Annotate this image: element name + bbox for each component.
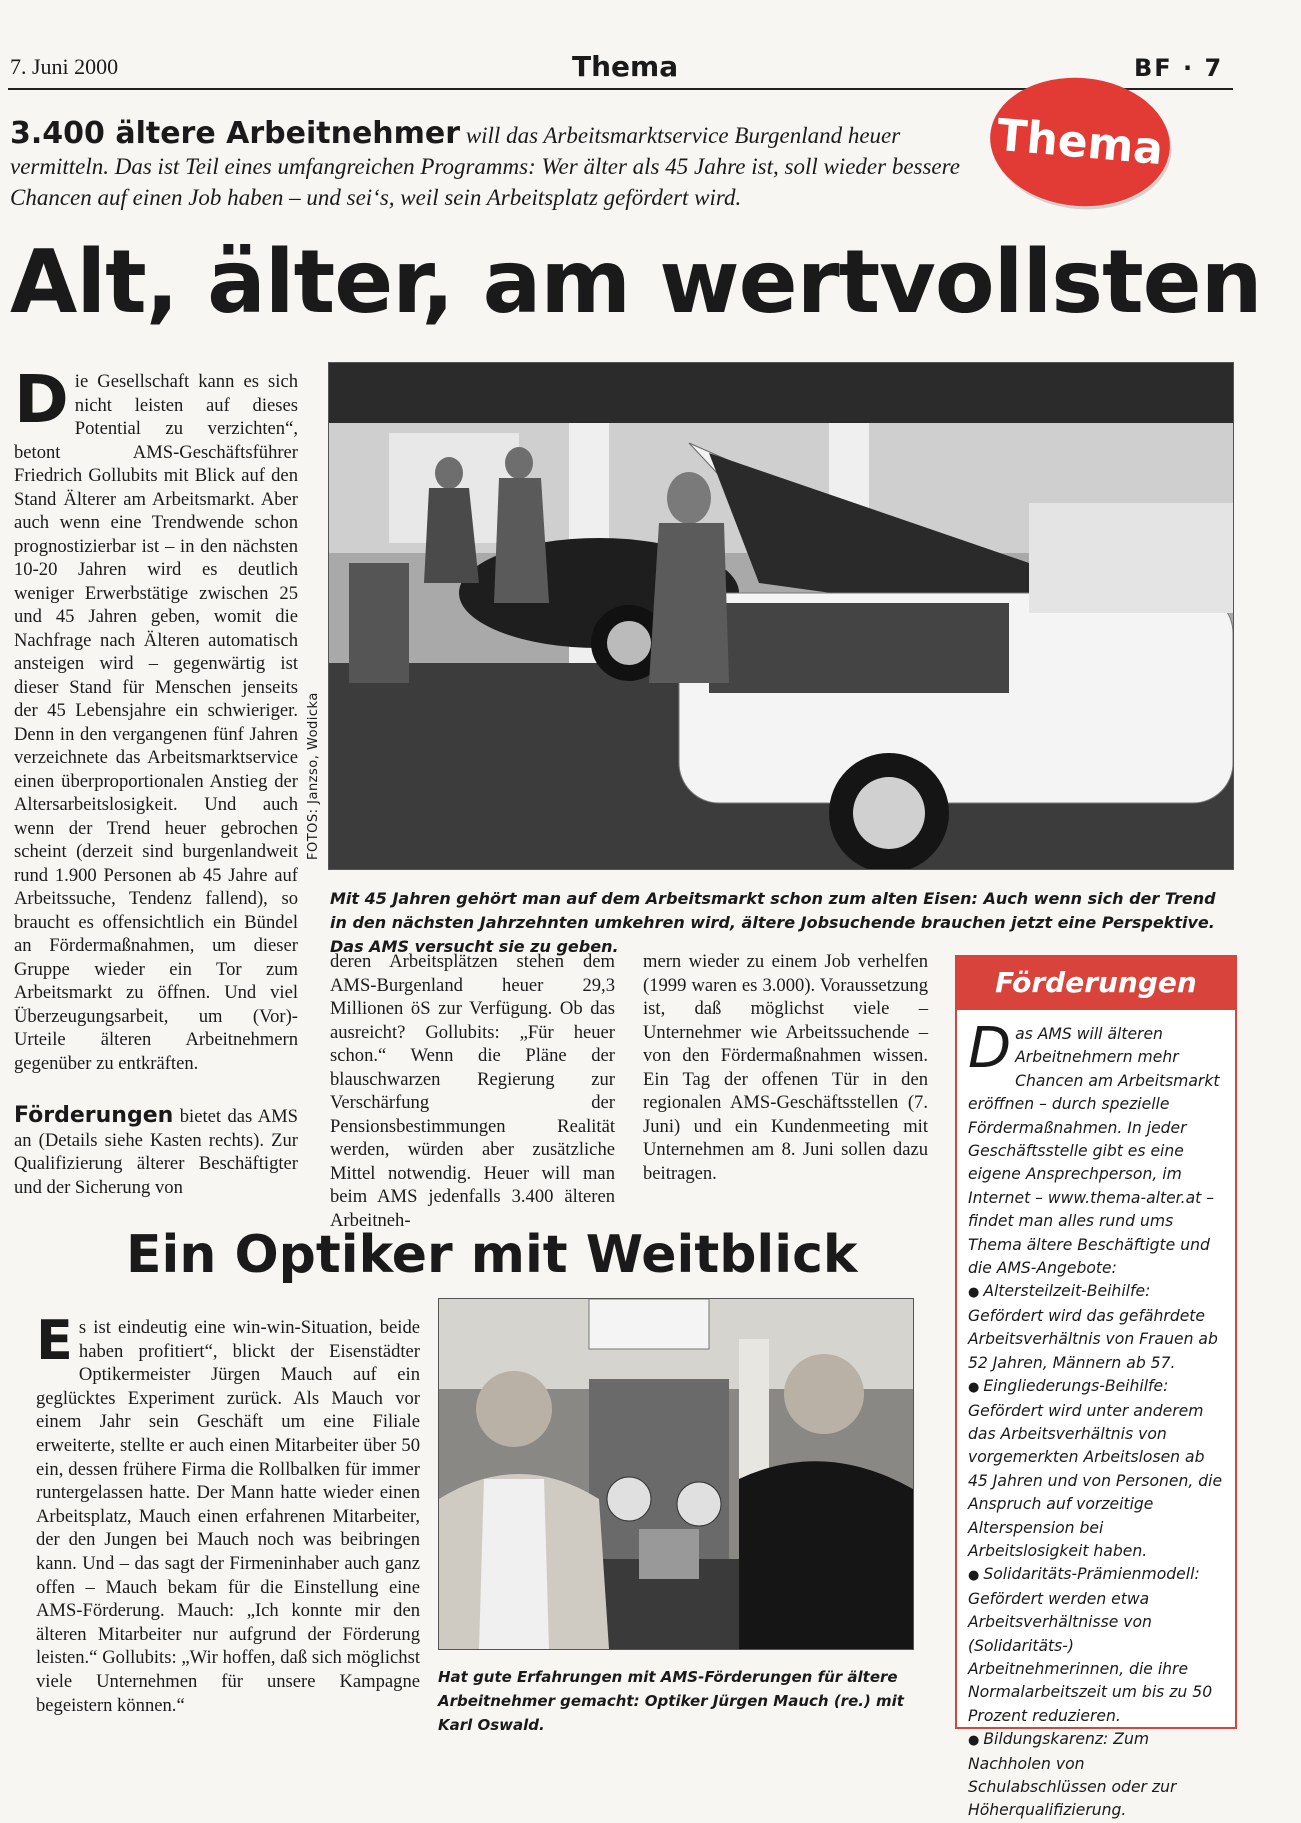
sidebar-list-item bbox=[968, 1563, 1226, 1728]
article-column-3: mern wieder zu einem Job verhelfen (1999 waren es 3.000). Voraussetzung ist, daß möglichst viele – Unternehmer wie Arbeitssuchende – von den Fördermaßnahmen wissen. Ein Tag der offenen Tür in den regionalen AMS-Geschäftsstellen (7. Juni) und ein Kundenmeeting mit Unternehmen am 8. Juni sollen dazu beitragen. bbox=[643, 951, 928, 1184]
dropcap: D bbox=[14, 361, 69, 438]
bullet-icon: ● bbox=[968, 1733, 980, 1749]
optician-photo-illustration bbox=[439, 1299, 913, 1649]
sidebar-title: Förderungen bbox=[955, 955, 1237, 1010]
main-headline: Alt, älter, am wertvollsten bbox=[10, 231, 1262, 333]
sidebar-item-text: Eingliederungs-Beihilfe: Gefördert wird unter anderem das Arbeitsverhältnis von vorgemerkten Arbeitslosen ab 45 Jahren und von Personen, die Anspruch auf vorzeitige Alterspension bei Arbeitslosigkeit haben. bbox=[968, 1377, 1223, 1560]
sidebar-intro bbox=[968, 1016, 1226, 1280]
sidebar-body bbox=[968, 1016, 1226, 1823]
bullet-icon: ● bbox=[968, 1285, 980, 1301]
thema-badge bbox=[985, 70, 1175, 213]
sidebar-item-text: Altersteilzeit-Beihilfe: Gefördert wird das gefährdete Arbeitsverhältnis von Frauen ab 52 Jahren, Männern ab 57. bbox=[968, 1282, 1218, 1372]
article-text-1: ie Gesellschaft kann es sich nicht leisten auf dieses Potential zu verzichten“, betont AMS-Geschäftsführer Friedrich Gollubits mit Blick auf den Stand Älterer am Arbeitsmarkt. Aber auch wenn eine Trendwende schon prognostizierbar ist – in den nächsten 10-20 Jahren wird es deutlich weniger Erwerbstätige zwischen 25 und 45 Jahren geben, womit die Nachfrage nach Älteren automatisch ansteigen wird – gegenwärtig ist dieser Stand für Menschen jenseits der 45 Lebensjahre ein schwieriger. Denn in den vergangenen fünf Jahren verzeichnete das Arbeitsmarktservice einen überproportionalen Anstieg der Altersarbeitslosigkeit. Und auch wenn der Trend heuer gebrochen scheint (derzeit sind burgenlandweit rund 1.900 Personen ab 45 Jahre auf Arbeitssuche, Tendenz fallend), so braucht es offensichtlich ein Bündel an Fördermaßnahmen, um dieser Gruppe wieder ein Tor zum Arbeitsmarkt zu öffnen. Und viel Überzeugungsarbeit, um (Vor)-Urteile älteren Arbeitnehmern gegenüber zu entkräften. bbox=[14, 371, 298, 1074]
bullet-icon: ● bbox=[968, 1568, 980, 1584]
photo-caption-1: Mit 45 Jahren gehört man auf dem Arbeitsmarkt schon zum alten Eisen: Auch wenn sich der Trend in den nächsten Jahrzehnten umkehren wird, ältere Jobsuchende brauchen jetzt eine Perspektive. Das AMS versucht sie zu geben. bbox=[330, 889, 1216, 956]
article2-text: s ist eindeutig eine win-win-Situation, beide haben profitiert“, blickt der Eisenstädter Optikermeister Jürgen Mauch auf ein geglücktes Experiment zurück. Als Mauch vor einem Jahr sein Geschäft um eine Filiale erweiterte, stellte er auch einen Mitarbeiter über 50 ein, dessen frühere Firma die Rollbalken für immer runtergelassen hatte. Der Mann hatte wieder einen Arbeitsplatz, Mauch einen erfahrenen Mitarbeiter, der den Jungen bei Mauch noch was beibringen kann. Und – das sagt der Firmeninhaber auch ganz offen – Mauch bekam für die Einstellung eine AMS-Förderung. Mauch: „Ich konnte mir den älteren Mitarbeiter nur aufgrund der Förderung leisten.“ Gollubits: „Wir hoffen, daß sich möglichst viele Unternehmen für unsere Kampagne begeistern können.“ bbox=[36, 1317, 420, 1716]
article-column-2: deren Arbeitsplätzen stehen dem AMS-Burgenland heuer 29,3 Millionen öS zur Verfügung. Ob das ausreicht? Gollubits: „Für heuer schon.“ Wenn die Pläne der blauschwarzen Regierung zur Verschärfung der Pensionsbestimmungen Realität werden, würden aber zusätzliche Mittel notwendig. Heuer will man beim AMS jedenfalls 3.400 älteren Arbeitneh- bbox=[330, 951, 615, 1231]
bullet-icon: ● bbox=[968, 1380, 980, 1396]
workshop-photo-illustration bbox=[329, 363, 1233, 869]
sidebar-list-item bbox=[968, 1728, 1226, 1823]
sidebar-intro-text: as AMS will älteren Arbeitnehmern mehr Chancen am Arbeitsmarkt eröffnen – durch spezielle Fördermaßnahmen. In jeder Geschäftsstelle gibt es eine eigene Ansprechperson, im Internet – www.thema-alter.at – findet man alles rund ums Thema ältere Beschäftigte und die AMS-Angebote: bbox=[968, 1025, 1220, 1278]
sidebar-item-text: Bildungskarenz: Zum Nachholen von Schulabschlüssen oder zur Höherqualifizierung. bbox=[968, 1730, 1177, 1820]
page-number: BF · 7 bbox=[1134, 54, 1224, 82]
intro-text: will das Arbeitsmarktservice Burgenland heuer vermitteln. Das ist Teil eines umfangreichen Programms: Wer älter als 45 Jahre ist, soll wieder bessere Chancen auf einen Job haben – und sei‘s, weil sein Arbeitsplatz gefördert wird. bbox=[10, 123, 960, 210]
optician-photo bbox=[438, 1298, 914, 1650]
article-column-1b bbox=[14, 1104, 298, 1199]
thema-badge-label: Thema bbox=[994, 109, 1166, 175]
sidebar-dropcap: D bbox=[968, 1016, 1012, 1081]
article2-headline: Ein Optiker mit Weitblick bbox=[126, 1225, 858, 1285]
intro-paragraph bbox=[10, 118, 985, 213]
issue-date: 7. Juni 2000 bbox=[10, 54, 119, 79]
section-title: Thema bbox=[572, 50, 679, 83]
article2-body bbox=[36, 1309, 420, 1717]
sidebar-item-text: Solidaritäts-Prämienmodell: Gefördert werden etwa Arbeitsverhältnisse von (Solidaritäts-) Arbeitnehmerinnen, die ihre Normalarbeitszeit um bis zu 50 Prozent reduzieren. bbox=[968, 1565, 1213, 1725]
photo-caption-2: Hat gute Erfahrungen mit AMS-Förderungen für ältere Arbeitnehmer gemacht: Optiker Jürgen Mauch (re.) mit Karl Oswald. bbox=[438, 1668, 904, 1734]
photo-credit: FOTOS: Janzso, Wodicka bbox=[306, 692, 321, 860]
article-column-1 bbox=[14, 361, 298, 1075]
subheading-foerderungen: Förderungen bbox=[14, 1103, 174, 1128]
article2-dropcap: E bbox=[36, 1309, 73, 1372]
article-text-1b: bietet das AMS an (Details siehe Kasten rechts). Zur Qualifizierung älterer Beschäftigter und der Sicherung von bbox=[14, 1106, 298, 1198]
sidebar-list-item bbox=[968, 1280, 1226, 1375]
workshop-photo bbox=[328, 362, 1234, 870]
intro-lead: 3.400 ältere Arbeitnehmer bbox=[10, 116, 461, 151]
sidebar-list-item bbox=[968, 1375, 1226, 1563]
